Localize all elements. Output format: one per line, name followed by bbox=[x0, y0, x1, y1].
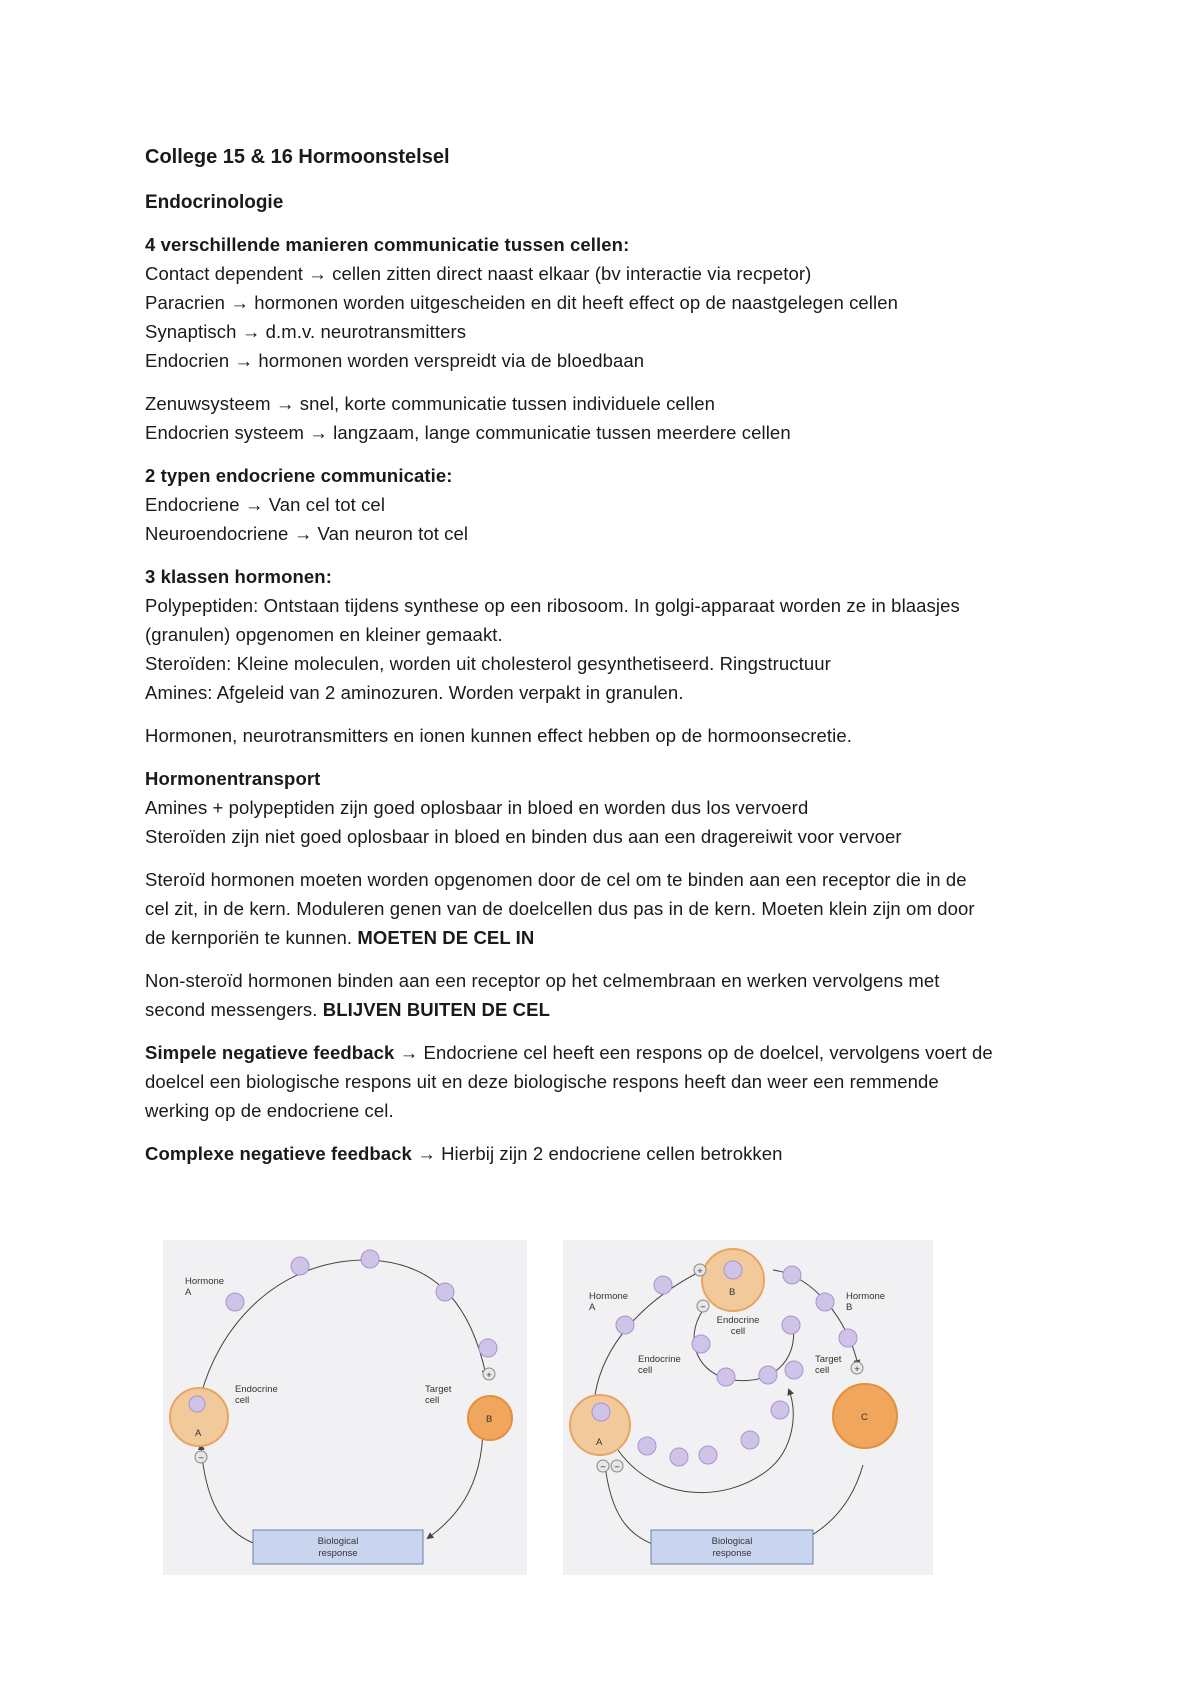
classes-line: Steroïden: Kleine moleculen, worden uit cholesterol gesynthetiseerd. Ringstructuur bbox=[145, 653, 831, 674]
cell-a-label: A bbox=[596, 1437, 603, 1448]
hormone-molecule bbox=[189, 1396, 205, 1412]
svg-text:+: + bbox=[486, 1370, 492, 1381]
endocrine-label: Endocrine bbox=[235, 1384, 278, 1395]
figures bbox=[163, 1240, 1083, 1575]
target-label: cell bbox=[815, 1365, 830, 1376]
nonsteroid-emphasis: BLIJVEN BUITEN DE CEL bbox=[322, 999, 550, 1020]
target-label: Target bbox=[815, 1354, 842, 1365]
types-line: Endocriene → Van cel tot cel bbox=[145, 494, 386, 515]
simple-feedback-line: doelcel een biologische respons uit en deze biologische respons heeft dan weer een remmende bbox=[145, 1071, 939, 1092]
steroid-line: de kernporiën te kunnen. MOETEN DE CEL IN bbox=[145, 927, 535, 948]
cell-b-label: B bbox=[729, 1287, 736, 1298]
arrow-icon: → bbox=[309, 422, 328, 443]
hormone-path bbox=[201, 1260, 486, 1395]
svg-text:−: − bbox=[700, 1302, 706, 1313]
nonsteroid-line: Non-steroïd hormonen binden aan een receptor op het celmembraan en werken vervolgens met bbox=[145, 970, 940, 991]
svg-text:−: − bbox=[600, 1462, 606, 1473]
hormone-molecule bbox=[226, 1293, 244, 1311]
hormone-molecule bbox=[638, 1437, 656, 1455]
nonsteroid-line: second messengers. BLIJVEN BUITEN DE CEL bbox=[145, 999, 550, 1020]
arrow-icon: → bbox=[241, 321, 261, 342]
hormone-b-id-label: B bbox=[846, 1302, 853, 1313]
svg-text:−: − bbox=[614, 1462, 620, 1473]
communication-line: Contact dependent → cellen zitten direct naast elkaar (bv interactie via recpetor) bbox=[145, 263, 812, 284]
transport-block bbox=[145, 764, 1075, 851]
response-to-endocrine-path bbox=[605, 1465, 655, 1545]
steroid-line: cel zit, in de kern. Moduleren genen van de doelcellen dus pas in de kern. Moeten klein zijn om door bbox=[145, 898, 975, 919]
endocrine-b-label: Endocrine bbox=[716, 1315, 760, 1326]
types-block bbox=[145, 461, 1075, 548]
response-label: response bbox=[712, 1548, 752, 1559]
communication-line: Paracrien → hormonen worden uitgescheiden en dit heeft effect op de naastgelegen cellen bbox=[145, 292, 899, 313]
communication-block bbox=[145, 230, 1075, 375]
transport-line: Amines + polypeptiden zijn goed oplosbaar in bloed en worden dus los vervoerd bbox=[145, 797, 809, 818]
hormone-molecule bbox=[291, 1257, 309, 1275]
target-label: cell bbox=[425, 1395, 440, 1406]
steroid-line: Steroïd hormonen moeten worden opgenomen door de cel om te binden aan een receptor die in de bbox=[145, 869, 967, 890]
hormone-molecule bbox=[771, 1401, 789, 1419]
target-to-response-path bbox=[803, 1465, 863, 1540]
endocrine-cell-b bbox=[702, 1249, 764, 1311]
response-label: Biological bbox=[711, 1536, 753, 1547]
hormone-molecule bbox=[479, 1339, 497, 1357]
endocrine-a-label: cell bbox=[638, 1365, 653, 1376]
simple-feedback-line: werking op de endocriene cel. bbox=[145, 1100, 394, 1121]
systems-block bbox=[145, 389, 1075, 447]
steroid-block bbox=[145, 865, 1075, 952]
arrow-icon: → bbox=[234, 350, 254, 371]
complex-feedback-line: Complexe negatieve feedback → Hierbij zijn 2 endocriene cellen betrokken bbox=[145, 1143, 783, 1164]
hormone-molecule bbox=[724, 1261, 742, 1279]
simple-feedback-line: Simpele negatieve feedback → Endocriene cel heeft een respons op de doelcel, vervolgens voert de bbox=[145, 1042, 993, 1063]
communication-line: Synaptisch → d.m.v. neurotransmitters bbox=[145, 321, 467, 342]
hormone-molecule bbox=[717, 1368, 735, 1386]
arrow-icon: → bbox=[230, 292, 249, 313]
classes-block bbox=[145, 562, 1075, 707]
response-label: Biological bbox=[317, 1536, 359, 1547]
svg-text:+: + bbox=[854, 1364, 860, 1375]
arrow-icon: → bbox=[399, 1042, 419, 1063]
classes-line: (granulen) opgenomen en kleiner gemaakt. bbox=[145, 624, 503, 645]
hormone-molecule bbox=[699, 1446, 717, 1464]
hormone-molecule bbox=[839, 1329, 857, 1347]
cell-a-label: A bbox=[195, 1428, 202, 1439]
complex-feedback-diagram bbox=[563, 1240, 933, 1575]
simple-feedback-block bbox=[145, 1038, 1075, 1125]
response-label: response bbox=[318, 1548, 358, 1559]
svg-text:+: + bbox=[697, 1266, 703, 1277]
classes-heading: 3 klassen hormonen: bbox=[145, 566, 332, 587]
complex-feedback-svg bbox=[563, 1240, 933, 1575]
endocrine-b-label: cell bbox=[730, 1326, 746, 1337]
hormone-molecule bbox=[361, 1250, 379, 1268]
transport-heading: Hormonentransport bbox=[145, 768, 321, 789]
types-heading: 2 typen endocriene communicatie: bbox=[145, 465, 453, 486]
arrow-icon: → bbox=[244, 494, 264, 515]
systems-line: Zenuwsysteem → snel, korte communicatie tussen individuele cellen bbox=[145, 393, 716, 414]
document-title: College 15 & 16 Hormoonstelsel bbox=[145, 146, 450, 168]
simple-feedback-diagram bbox=[163, 1240, 527, 1575]
secretion-line: Hormonen, neurotransmitters en ionen kunnen effect hebben op de hormoonsecretie. bbox=[145, 725, 852, 746]
hormone-molecule bbox=[616, 1316, 634, 1334]
arrow-icon: → bbox=[308, 263, 327, 284]
document-page bbox=[145, 142, 1075, 1182]
arrow-icon: → bbox=[417, 1143, 436, 1164]
endocrine-a-label: Endocrine bbox=[638, 1354, 681, 1365]
hormone-molecule bbox=[670, 1448, 688, 1466]
cell-c-label: C bbox=[861, 1412, 868, 1423]
types-line: Neuroendocriene → Van neuron tot cel bbox=[145, 523, 469, 544]
classes-line: Polypeptiden: Ontstaan tijdens synthese op een ribosoom. In golgi-apparaat worden ze in blaasjes bbox=[145, 595, 960, 616]
section-heading-endocrinologie: Endocrinologie bbox=[145, 192, 284, 213]
target-to-response-path bbox=[428, 1425, 483, 1538]
hormone-molecule bbox=[592, 1403, 610, 1421]
hormone-molecule bbox=[741, 1431, 759, 1449]
hormone-b-label: Hormone bbox=[846, 1291, 886, 1302]
simple-feedback-svg bbox=[163, 1240, 527, 1575]
endocrine-label: cell bbox=[235, 1395, 250, 1406]
transport-line: Steroïden zijn niet goed oplosbaar in bloed en binden dus aan een dragereiwit voor vervoer bbox=[145, 826, 902, 847]
hormone-a-id-label: A bbox=[589, 1302, 596, 1313]
cell-b-label: B bbox=[486, 1414, 493, 1425]
hormone-molecule bbox=[436, 1283, 454, 1301]
hormone-molecule bbox=[654, 1276, 672, 1294]
systems-line: Endocrien systeem → langzaam, lange communicatie tussen meerdere cellen bbox=[145, 422, 791, 443]
nonsteroid-block bbox=[145, 966, 1075, 1024]
svg-text:−: − bbox=[198, 1453, 204, 1464]
classes-line: Amines: Afgeleid van 2 aminozuren. Worden verpakt in granulen. bbox=[145, 682, 684, 703]
target-label: Target bbox=[425, 1384, 452, 1395]
hormone-molecule bbox=[782, 1316, 800, 1334]
hormone-a-label: Hormone bbox=[589, 1291, 629, 1302]
arrow-icon: → bbox=[275, 393, 295, 414]
hormone-molecule bbox=[692, 1335, 710, 1353]
hormone-label: Hormone bbox=[185, 1276, 225, 1287]
hormone-a-path bbox=[595, 1270, 703, 1395]
arrow-icon: → bbox=[293, 523, 313, 544]
communication-line: Endocrien → hormonen worden verspreidt via de bloedbaan bbox=[145, 350, 645, 371]
hormone-molecule bbox=[783, 1266, 801, 1284]
hormone-molecule bbox=[816, 1293, 834, 1311]
response-to-endocrine-path bbox=[201, 1445, 253, 1543]
steroid-emphasis: MOETEN DE CEL IN bbox=[357, 927, 535, 948]
hormone-id-label: A bbox=[185, 1287, 192, 1298]
complex-feedback-block bbox=[145, 1139, 1075, 1168]
communication-heading: 4 verschillende manieren communicatie tussen cellen: bbox=[145, 234, 630, 255]
hormone-molecule bbox=[785, 1361, 803, 1379]
hormone-molecule bbox=[759, 1366, 777, 1384]
secretion-block bbox=[145, 721, 1075, 750]
